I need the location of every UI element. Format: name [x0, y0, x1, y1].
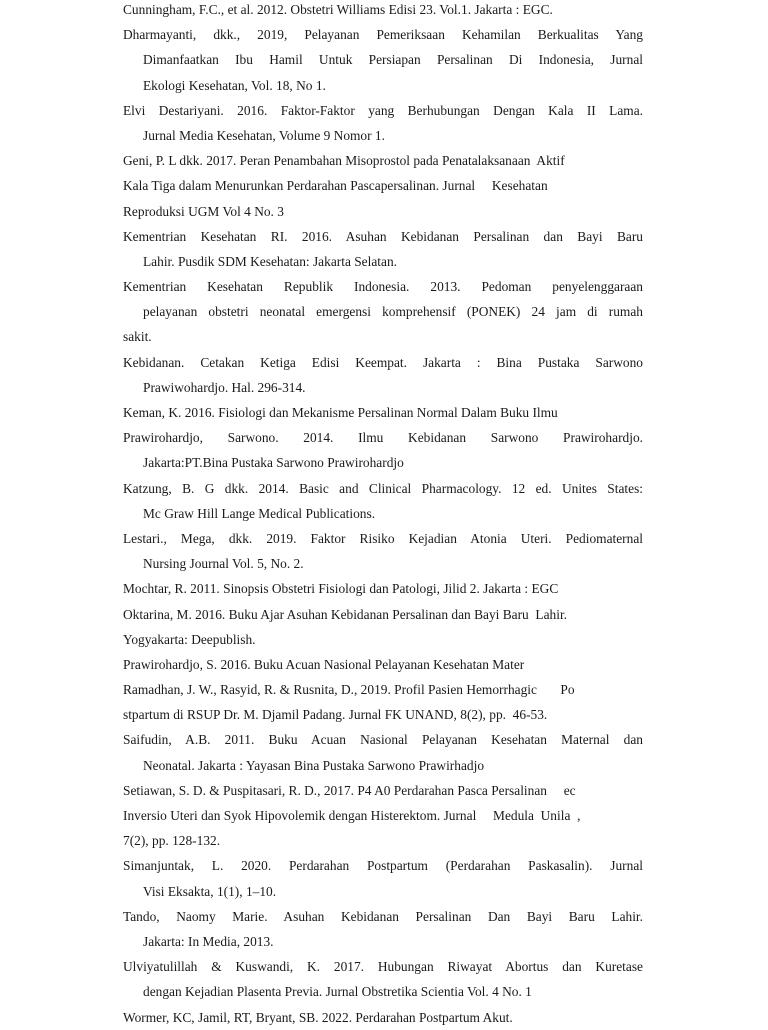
reference-line: Dimanfaatkan Ibu Hamil Untuk Persiapan Persalinan Di Indonesia, Jurnal [143, 52, 643, 68]
reference-entry-wormer [123, 1005, 643, 1030]
reference-entry-prawirohardjo-2016 [123, 652, 643, 677]
reference-line: Cunningham, F.C., et al. 2012. Obstetri Williams Edisi 23. Vol.1. Jakarta : EGC. [123, 2, 553, 17]
reference-line: Ekologi Kesehatan, Vol. 18, No 1. [143, 77, 326, 93]
reference-entry-geni [123, 148, 643, 224]
reference-line: Jakarta: In Media, 2013. [143, 933, 274, 949]
reference-line: Ramadhan, J. W., Rasyid, R. & Rusnita, D., 2019. Profil Pasien Hemorrhagic Po [123, 682, 575, 698]
reference-line: Prawiwohardjo. Hal. 296-314. [143, 379, 306, 395]
reference-line: sakit. [123, 329, 152, 345]
reference-line: Tando, Naomy Marie. Asuhan Kebidanan Persalinan Dan Bayi Baru Lahir. [123, 908, 643, 924]
reference-entry-keman [123, 400, 643, 425]
reference-entry-ramadhan [123, 677, 643, 727]
reference-line: Setiawan, S. D. & Puspitasari, R. D., 2017. P4 A0 Perdarahan Pasca Persalinan ec [123, 782, 576, 798]
reference-line: Lahir. Pusdik SDM Kesehatan: Jakarta Selatan. [143, 253, 397, 269]
reference-line: dengan Kejadian Plasenta Previa. Jurnal Obstretika Scientia Vol. 4 No. 1 [143, 984, 532, 1000]
reference-line: Visi Eksakta, 1(1), 1–10. [143, 883, 277, 899]
reference-line: Geni, P. L dkk. 2017. Peran Penambahan Misoprostol pada Penatalaksanaan Aktif [123, 153, 565, 169]
reference-line: Kementrian Kesehatan Republik Indonesia. 2013. Pedoman penyelenggaraan [123, 279, 643, 295]
reference-entry-simanjuntak [123, 853, 643, 903]
reference-line: Yogyakarta: Deepublish. [123, 631, 256, 647]
reference-entry-setiawan [123, 778, 643, 854]
reference-line: Mochtar, R. 2011. Sinopsis Obstetri Fisiologi dan Patologi, Jilid 2. Jakarta : EGC [123, 581, 559, 597]
reference-line: Mc Graw Hill Lange Medical Publications. [143, 505, 376, 521]
reference-line: Jurnal Media Kesehatan, Volume 9 Nomor 1. [143, 127, 385, 143]
reference-line: Lestari., Mega, dkk. 2019. Faktor Risiko Kejadian Atonia Uteri. Pediomaternal [123, 530, 643, 546]
reference-entry-elvi [123, 98, 643, 148]
reference-line: Kementrian Kesehatan RI. 2016. Asuhan Kebidanan Persalinan dan Bayi Baru [123, 228, 643, 244]
reference-line: Oktarina, M. 2016. Buku Ajar Asuhan Kebidanan Persalinan dan Bayi Baru Lahir. [123, 606, 568, 622]
reference-entry-saifudin [123, 727, 643, 777]
reference-entry-tando [123, 904, 643, 954]
reference-entry-mochtar [123, 576, 643, 601]
reference-line: Prawirohardjo, S. 2016. Buku Acuan Nasional Pelayanan Kesehatan Mater [123, 656, 525, 672]
reference-line: Inversio Uteri dan Syok Hipovolemik dengan Histerektom. Jurnal Medula Unila , [123, 808, 581, 823]
reference-line: Simanjuntak, L. 2020. Perdarahan Postpartum (Perdarahan Paskasalin). Jurnal [123, 858, 643, 874]
reference-line: 7(2), pp. 128-132. [123, 833, 221, 849]
reference-line: Kala Tiga dalam Menurunkan Perdarahan Pascapersalinan. Jurnal Kesehatan [123, 178, 548, 194]
reference-line: Ulviyatulillah & Kuswandi, K. 2017. Hubungan Riwayat Abortus dan Kuretase [123, 959, 643, 975]
reference-line: Katzung, B. G dkk. 2014. Basic and Clinical Pharmacology. 12 ed. Unites States: [123, 480, 643, 496]
reference-entry-lestari [123, 526, 643, 576]
reference-line: Kebidanan. Cetakan Ketiga Edisi Keempat. Jakarta : Bina Pustaka Sarwono [123, 354, 643, 370]
reference-entry-kemenkes-2016 [123, 224, 643, 274]
reference-entry-oktarina [123, 602, 643, 652]
reference-entry-cunningham [123, 0, 643, 22]
reference-line: Neonatal. Jakarta : Yayasan Bina Pustaka Sarwono Prawirhadjo [143, 757, 485, 773]
reference-line: Wormer, KC, Jamil, RT, Bryant, SB. 2022. Perdarahan Postpartum Akut. [123, 1009, 513, 1025]
reference-entry-ulviyatulillah [123, 954, 643, 1004]
reference-entry-kebidanan [123, 350, 643, 400]
reference-line: Prawirohardjo, Sarwono. 2014. Ilmu Kebidanan Sarwono Prawirohardjo. [123, 430, 643, 446]
reference-line: stpartum di RSUP Dr. M. Djamil Padang. Jurnal FK UNAND, 8(2), pp. 46-53. [123, 707, 548, 723]
reference-line: Keman, K. 2016. Fisiologi dan Mekanisme Persalinan Normal Dalam Buku Ilmu [123, 405, 558, 420]
reference-entry-katzung [123, 476, 643, 526]
reference-entry-dharmayanti [123, 22, 643, 98]
reference-line: Dharmayanti, dkk., 2019, Pelayanan Pemeriksaan Kehamilan Berkualitas Yang [123, 27, 643, 43]
reference-line: Elvi Destariyani. 2016. Faktor-Faktor yang Berhubungan Dengan Kala II Lama. [123, 102, 643, 118]
reference-line: Saifudin, A.B. 2011. Buku Acuan Nasional Pelayanan Kesehatan Maternal dan [123, 732, 643, 748]
reference-list [123, 0, 643, 1030]
reference-entry-kemenkes-2013 [123, 274, 643, 350]
reference-line: Reproduksi UGM Vol 4 No. 3 [123, 203, 284, 219]
reference-line: pelayanan obstetri neonatal emergensi komprehensif (PONEK) 24 jam di rumah [143, 304, 643, 320]
reference-line: Nursing Journal Vol. 5, No. 2. [143, 556, 304, 572]
reference-entry-prawirohardjo-2014 [123, 425, 643, 475]
reference-line: Jakarta:PT.Bina Pustaka Sarwono Prawirohardjo [143, 455, 404, 471]
